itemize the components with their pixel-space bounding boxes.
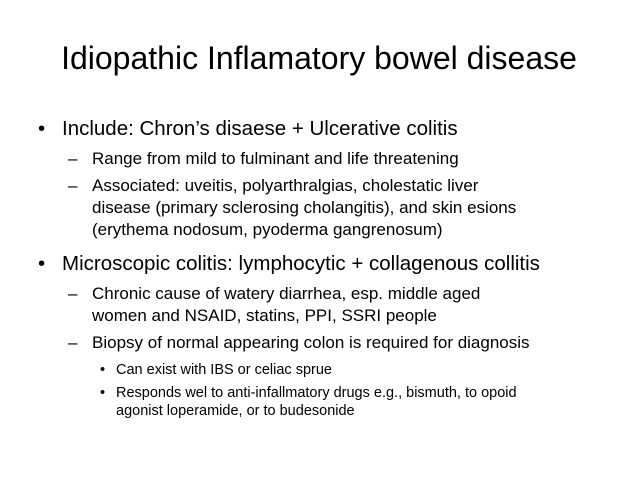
sub-sub-item-responds-line-1: Responds wel to anti-infallmatory drugs e.g., bismuth, to opoid xyxy=(116,385,517,401)
small-bullet-marker: • xyxy=(100,362,106,378)
sub-item-chronic-line-2: women and NSAID, statins, PPI, SSRI people xyxy=(92,306,437,325)
sub-item-biopsy-line-1: Biopsy of normal appearing colon is required for diagnosis xyxy=(92,333,530,352)
dash-marker: – xyxy=(68,333,78,352)
small-bullet-marker: • xyxy=(100,385,106,401)
sub-item-associated-line-3: (erythema nodosum, pyoderma gangrenosum) xyxy=(92,220,443,239)
slide-title: Idiopathic Inflamatory bowel disease xyxy=(61,40,577,76)
bullet-marker: • xyxy=(38,252,46,275)
sub-sub-item-responds-line-2: agonist loperamide, or to budesonide xyxy=(116,403,355,419)
sub-item-associated-line-2: disease (primary sclerosing cholangitis), and skin esions xyxy=(92,198,517,217)
bullet-marker: • xyxy=(38,117,46,140)
dash-marker: – xyxy=(68,149,78,168)
bullet-1-text: Include: Chron’s disaese + Ulcerative colitis xyxy=(62,117,458,140)
sub-item-chronic-line-1: Chronic cause of watery diarrhea, esp. middle aged xyxy=(92,284,481,303)
dash-marker: – xyxy=(68,284,78,303)
dash-marker: – xyxy=(68,176,78,195)
sub-item-range-line-1: Range from mild to fulminant and life threatening xyxy=(92,149,459,168)
bullet-2-text: Microscopic colitis: lymphocytic + collagenous collitis xyxy=(62,252,540,275)
sub-item-associated-line-1: Associated: uveitis, polyarthralgias, cholestatic liver xyxy=(92,176,479,195)
sub-sub-item-ibs-line-1: Can exist with IBS or celiac sprue xyxy=(116,362,332,378)
